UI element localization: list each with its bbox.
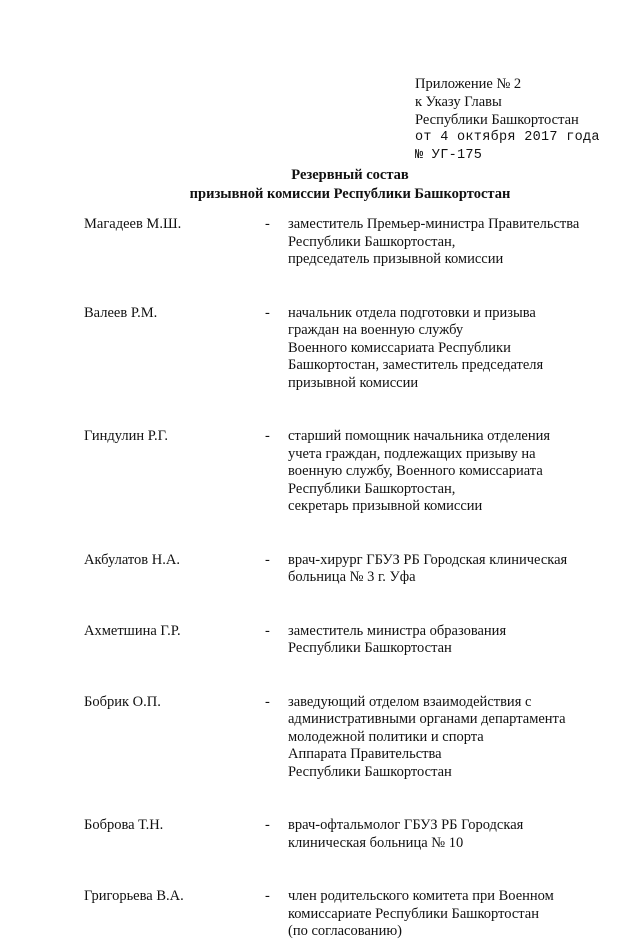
member-role xyxy=(288,428,604,516)
appendix-date: от 4 октября 2017 года xyxy=(415,130,600,145)
appendix-line-3: Республики Башкортостан xyxy=(415,112,579,128)
member-row xyxy=(84,216,604,269)
member-dash: - xyxy=(265,888,270,904)
member-row xyxy=(84,888,604,941)
member-role-line: комиссариате Республики Башкортостан xyxy=(288,905,539,922)
member-role xyxy=(288,888,604,941)
member-name: Валеев Р.М. xyxy=(84,304,158,321)
member-row xyxy=(84,623,604,658)
member-name: Гиндулин Р.Г. xyxy=(84,428,168,444)
member-role-line: молодежной политики и спорта xyxy=(288,728,484,745)
member-dash: - xyxy=(265,428,270,444)
member-role-line: Башкортостан, заместитель председателя xyxy=(288,357,544,373)
member-name: Магадеев М.Ш. xyxy=(84,216,182,232)
member-role-line: Республики Башкортостан xyxy=(288,763,452,780)
member-role xyxy=(288,817,604,852)
member-dash: - xyxy=(265,304,270,321)
member-role-line: заведующий отделом взаимодействия с xyxy=(288,693,532,710)
member-dash: - xyxy=(265,817,270,833)
member-role-line: врач-офтальмолог ГБУЗ РБ Городская xyxy=(288,817,524,833)
member-role-line: военную службу, Военного комиссариата xyxy=(288,463,543,479)
appendix-line-2: к Указу Главы xyxy=(415,94,502,110)
member-name: Боброва Т.Н. xyxy=(84,817,164,833)
member-role xyxy=(288,694,604,782)
member-role-line: больница № 3 г. Уфа xyxy=(288,569,416,585)
member-dash: - xyxy=(265,216,270,232)
member-role-line: начальник отдела подготовки и призыва xyxy=(288,304,536,321)
member-role xyxy=(288,552,604,587)
members-list xyxy=(84,216,604,941)
member-role-line: клиническая больница № 10 xyxy=(288,834,464,851)
member-role-line: старший помощник начальника отделения xyxy=(288,428,551,444)
member-name: Григорьева В.А. xyxy=(84,888,184,904)
member-role-line: Военного комиссариата Республики xyxy=(288,339,511,356)
member-role-line: секретарь призывной комиссии xyxy=(288,498,483,514)
member-name: Акбулатов Н.А. xyxy=(84,551,180,568)
member-role-line: член родительского комитета при Военном xyxy=(288,888,554,904)
appendix-block xyxy=(415,75,600,165)
member-row xyxy=(84,428,604,516)
member-role xyxy=(288,216,604,269)
title-line-2: призывной комиссии Республики Башкортостан xyxy=(189,186,511,202)
document-title xyxy=(0,166,640,204)
member-role-line: Аппарата Правительства xyxy=(288,746,442,762)
member-row xyxy=(84,305,604,393)
member-role-line: (по согласованию) xyxy=(288,923,402,939)
member-name: Ахметшина Г.Р. xyxy=(84,622,181,639)
member-role-line: призывной комиссии xyxy=(288,374,419,391)
member-dash: - xyxy=(265,622,270,639)
member-role-line: Республики Башкортостан xyxy=(288,640,452,656)
member-role-line: врач-хирург ГБУЗ РБ Городская клиническая xyxy=(288,551,568,568)
member-role-line: Республики Башкортостан, xyxy=(288,233,456,250)
member-role-line: административными органами департамента xyxy=(288,711,566,727)
member-role xyxy=(288,623,604,658)
member-role-line: граждан на военную службу xyxy=(288,322,464,338)
member-dash: - xyxy=(265,551,270,568)
member-role-line: заместитель Премьер-министра Правительства xyxy=(288,216,580,232)
member-role-line: председатель призывной комиссии xyxy=(288,251,504,267)
appendix-line-1: Приложение № 2 xyxy=(415,76,522,92)
title-line-1: Резервный состав xyxy=(291,167,409,183)
member-row xyxy=(84,817,604,852)
member-role-line: заместитель министра образования xyxy=(288,622,507,639)
member-role-line: учета граждан, подлежащих призыву на xyxy=(288,445,536,462)
member-name: Бобрик О.П. xyxy=(84,693,161,710)
member-dash: - xyxy=(265,693,270,710)
member-role xyxy=(288,305,604,393)
member-row xyxy=(84,694,604,782)
appendix-number: № УГ-175 xyxy=(415,148,483,163)
member-role-line: Республики Башкортостан, xyxy=(288,480,456,497)
member-row xyxy=(84,552,604,587)
